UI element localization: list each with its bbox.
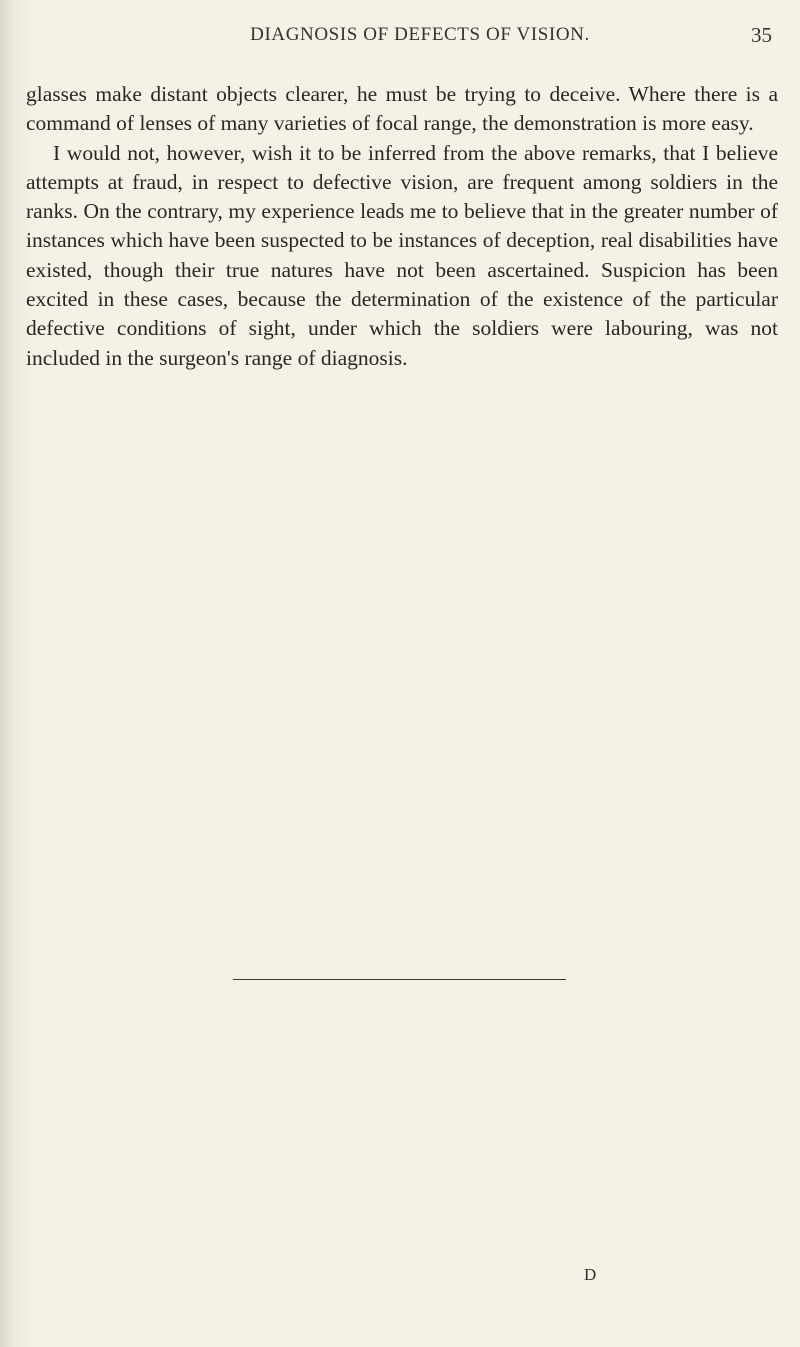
paragraph-continued: glasses make distant objects clearer, he must be trying to deceive. Where there is a command of lenses of many varieties of focal range, the demonstration is more easy. [26, 82, 778, 136]
running-title: DIAGNOSIS OF DEFECTS OF VISION. [250, 24, 590, 45]
paragraph: I would not, however, wish it to be inferred from the above remarks, that I believe attempts at fraud, in respect to defective vision, are frequent among soldiers in the ranks. On the contrary, my experience leads me to believe that in the greater number of instances which have been suspected to be instances of deception, real disabilities have existed, though their true natures have not been ascertained. Suspicion has been excited in these cases, because the determination of the existence of the particular defective conditions of sight, under which the soldiers were labouring, was not included in the surgeon's range of diagnosis. [26, 140, 778, 370]
page-number: 35 [751, 23, 772, 47]
signature-mark: D [584, 1265, 597, 1284]
body-text [26, 80, 778, 373]
section-divider [233, 979, 566, 980]
